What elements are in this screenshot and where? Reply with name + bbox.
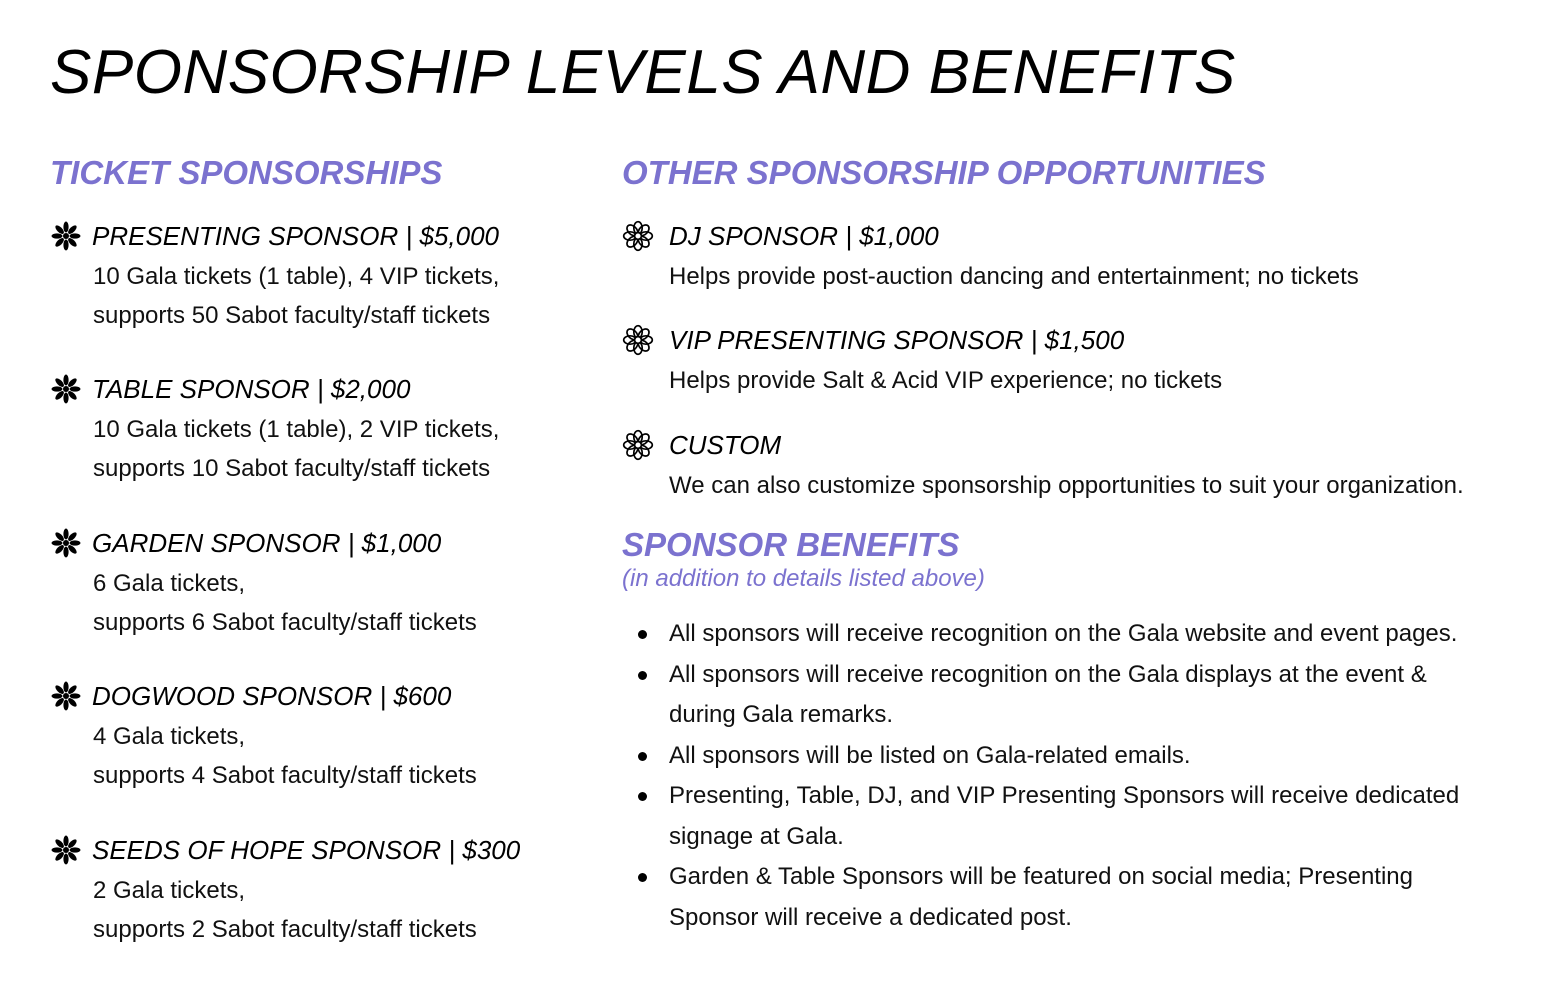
opportunity-dj xyxy=(622,219,1359,296)
benefit-line: Garden & Table Sponsors will be featured on social media; Presenting xyxy=(669,863,1413,890)
tier-dogwood xyxy=(50,679,477,795)
opportunity-description: Helps provide Salt & Acid VIP experience; no tickets xyxy=(669,367,1223,394)
benefit-line: All sponsors will receive recognition on the Gala website and event pages. xyxy=(669,620,1458,647)
flower-outline-icon xyxy=(622,220,654,252)
flower-burst-icon xyxy=(50,220,82,252)
benefit-line: All sponsors will receive recognition on the Gala displays at the event & xyxy=(669,660,1427,688)
tier-description-line: 2 Gala tickets, xyxy=(93,877,246,904)
benefit-item xyxy=(622,655,1532,736)
tier-description xyxy=(93,564,477,642)
benefit-line: signage at Gala. xyxy=(669,822,844,850)
tier-description-line: supports 4 Sabot faculty/staff tickets xyxy=(93,762,477,789)
opportunity-vip-presenting xyxy=(622,323,1222,400)
tier-presenting xyxy=(50,219,499,335)
opportunity-custom xyxy=(622,428,1464,505)
bullet-icon xyxy=(638,630,647,639)
ticket-sponsorships-heading: TICKET SPONSORSHIPS xyxy=(50,154,443,191)
tier-description xyxy=(93,871,477,949)
benefit-item xyxy=(622,776,1532,857)
tier-seeds-of-hope xyxy=(50,833,521,949)
tier-table xyxy=(50,372,499,488)
tier-title: SEEDS OF HOPE SPONSOR | $300 xyxy=(92,835,521,865)
tier-garden xyxy=(50,526,477,642)
opportunity-title: CUSTOM xyxy=(669,430,782,460)
opportunity-description: Helps provide post-auction dancing and entertainment; no tickets xyxy=(669,263,1359,290)
benefit-line: All sponsors will be listed on Gala-related emails. xyxy=(669,741,1191,769)
benefit-line: Sponsor will receive a dedicated post. xyxy=(669,903,1072,931)
benefit-item xyxy=(622,614,1532,655)
tier-description-line: supports 2 Sabot faculty/staff tickets xyxy=(93,916,477,943)
tier-title: PRESENTING SPONSOR | $5,000 xyxy=(92,221,499,251)
tier-description xyxy=(93,257,499,335)
opportunity-title: DJ SPONSOR | $1,000 xyxy=(669,221,939,251)
tier-description-line: 4 Gala tickets, xyxy=(93,723,246,750)
opportunity-description: We can also customize sponsorship opportunities to suit your organization. xyxy=(669,472,1464,499)
flower-burst-icon xyxy=(50,834,82,866)
sponsor-benefits-subheading: (in addition to details listed above) xyxy=(622,565,985,592)
bullet-icon xyxy=(638,873,647,882)
flower-burst-icon xyxy=(50,527,82,559)
tier-description xyxy=(93,410,499,488)
flower-outline-icon xyxy=(622,324,654,356)
sponsor-benefits-heading: SPONSOR BENEFITS xyxy=(622,526,960,563)
benefit-item xyxy=(622,857,1532,938)
opportunity-title: VIP PRESENTING SPONSOR | $1,500 xyxy=(669,325,1125,355)
benefit-item xyxy=(622,736,1532,777)
flower-outline-icon xyxy=(622,429,654,461)
tier-title: GARDEN SPONSOR | $1,000 xyxy=(92,528,442,558)
tier-title: DOGWOOD SPONSOR | $600 xyxy=(92,681,452,711)
tier-description xyxy=(93,717,477,795)
other-opportunities-heading: OTHER SPONSORSHIP OPPORTUNITIES xyxy=(622,154,1266,191)
flower-burst-icon xyxy=(50,373,82,405)
bullet-icon xyxy=(638,671,647,680)
tier-description-line: 10 Gala tickets (1 table), 2 VIP tickets, xyxy=(93,416,500,443)
tier-description-line: supports 6 Sabot faculty/staff tickets xyxy=(93,609,477,636)
tier-description-line: 6 Gala tickets, xyxy=(93,570,246,597)
bullet-icon xyxy=(638,752,647,761)
benefit-line: Presenting, Table, DJ, and VIP Presenting Sponsors will receive dedicated xyxy=(669,782,1460,809)
benefits-list xyxy=(622,614,1532,938)
tier-title: TABLE SPONSOR | $2,000 xyxy=(92,374,411,404)
page-title: SPONSORSHIP LEVELS AND BENEFITS xyxy=(50,38,1236,107)
tier-description-line: supports 50 Sabot faculty/staff tickets xyxy=(93,302,491,329)
flower-burst-icon xyxy=(50,680,82,712)
benefit-line: during Gala remarks. xyxy=(669,701,894,728)
tier-description-line: supports 10 Sabot faculty/staff tickets xyxy=(93,455,491,482)
tier-description-line: 10 Gala tickets (1 table), 4 VIP tickets, xyxy=(93,263,500,290)
bullet-icon xyxy=(638,792,647,801)
